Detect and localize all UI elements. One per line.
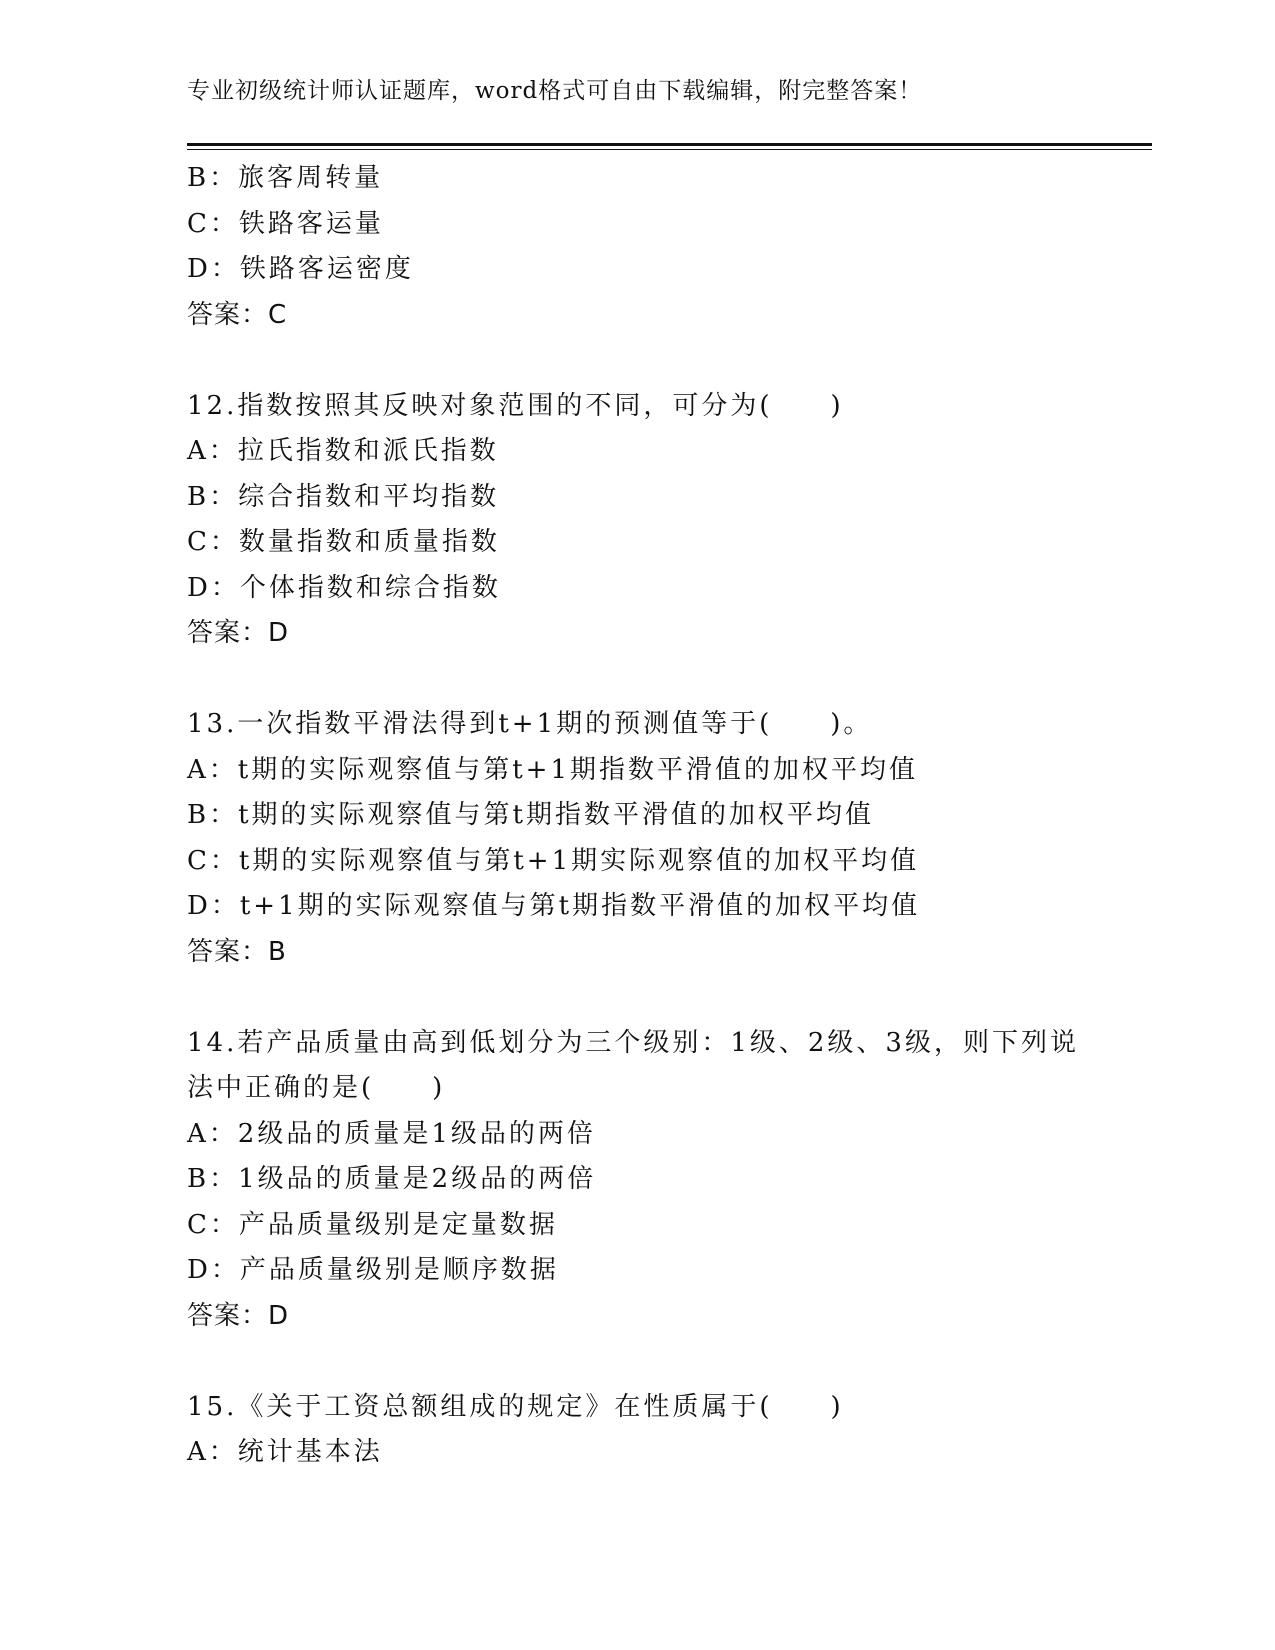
question-stem: 14.若产品质量由高到低划分为三个级别：1级、2级、3级，则下列说 <box>187 1027 1079 1058</box>
question-14 <box>187 1021 1137 1340</box>
option-d: D：铁路客运密度 <box>187 254 414 284</box>
question-15 <box>187 1385 1137 1476</box>
option-d: D：t+1期的实际观察值与第t期指数平滑值的加权平均值 <box>187 891 921 921</box>
question-stem: 13.一次指数平滑法得到t+1期的预测值等于( )。 <box>187 709 873 739</box>
option-d: D：个体指数和综合指数 <box>187 572 501 603</box>
option-c: C：数量指数和质量指数 <box>187 527 500 557</box>
spacer <box>187 975 1137 1021</box>
page-header: 专业初级统计师认证题库，word格式可自由下载编辑，附完整答案！ <box>187 78 923 104</box>
option-b: B：综合指数和平均指数 <box>187 481 500 512</box>
option-d: D：产品质量级别是顺序数据 <box>187 1255 559 1285</box>
option-a: A：统计基本法 <box>187 1437 383 1467</box>
option-b: B：t期的实际观察值与第t期指数平滑值的加权平均值 <box>187 800 875 830</box>
option-b: B：1级品的质量是2级品的两倍 <box>187 1164 597 1194</box>
answer: 答案：D <box>187 618 290 648</box>
spacer <box>187 657 1137 703</box>
option-c: C：t期的实际观察值与第t+1期实际观察值的加权平均值 <box>187 845 920 876</box>
document-body <box>187 156 1137 1476</box>
answer: 答案：D <box>187 1300 290 1331</box>
header-rule-thick <box>187 143 1152 146</box>
answer: 答案：C <box>187 299 288 330</box>
answer: 答案：B <box>187 936 287 967</box>
option-a: A：拉氏指数和派氏指数 <box>187 436 499 466</box>
question-stem-continued: 法中正确的是( ) <box>187 1073 446 1103</box>
header-rule-thin <box>187 149 1152 150</box>
question-stem: 15.《关于工资总额组成的规定》在性质属于( ) <box>187 1391 844 1422</box>
option-b: B：旅客周转量 <box>187 163 384 193</box>
option-a: A：2级品的质量是1级品的两倍 <box>187 1118 596 1149</box>
option-c: C：产品质量级别是定量数据 <box>187 1209 558 1240</box>
question-11-tail <box>187 156 1137 338</box>
question-12 <box>187 384 1137 657</box>
question-13 <box>187 702 1137 975</box>
option-a: A：t期的实际观察值与第t+1期指数平滑值的加权平均值 <box>187 754 919 785</box>
option-c: C：铁路客运量 <box>187 208 384 239</box>
spacer <box>187 1339 1137 1385</box>
question-stem: 12.指数按照其反映对象范围的不同，可分为( ) <box>187 390 844 421</box>
spacer <box>187 338 1137 384</box>
